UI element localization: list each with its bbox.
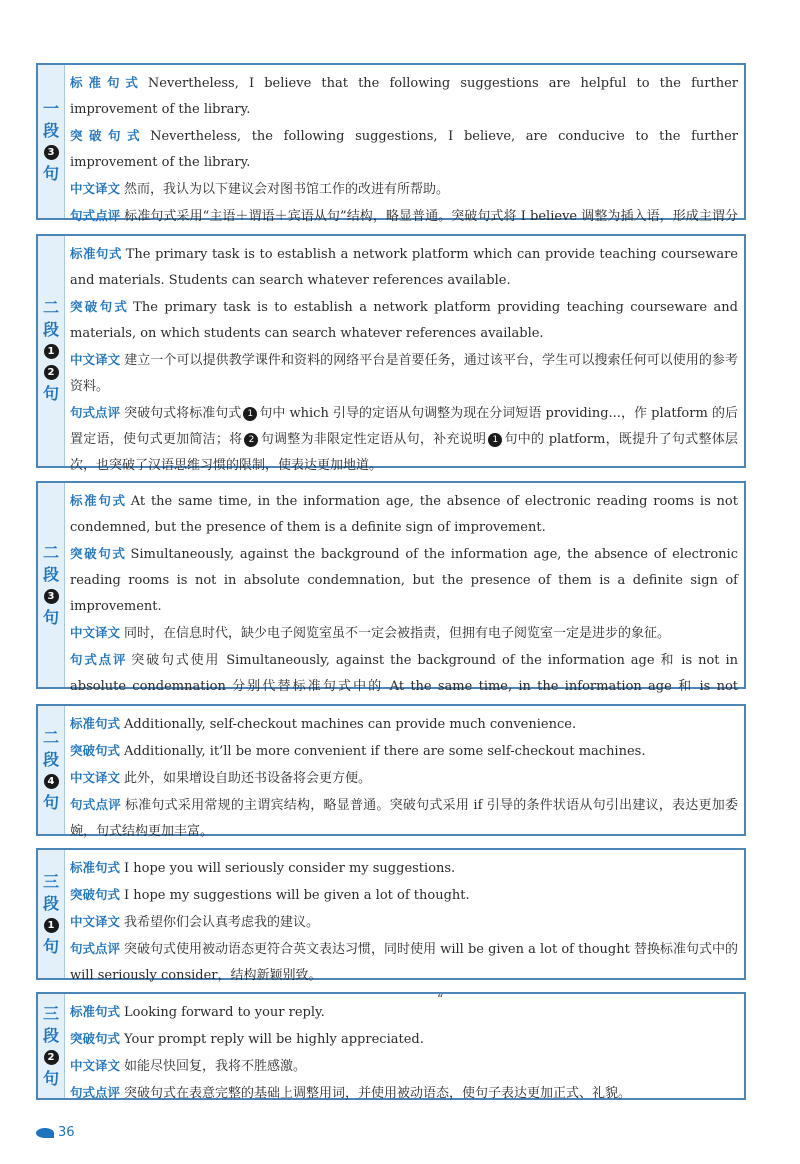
block-tab bbox=[38, 850, 65, 978]
comment-row bbox=[70, 400, 738, 479]
translation-text: 此外，如果增设自助还书设备将会更方便。 bbox=[124, 771, 372, 786]
breakthrough-text: Simultaneously, against the background of the information age, the absence of electronic reading rooms is not in absolute condemnation, but the presence of them is a definite sign of improvement. bbox=[70, 547, 738, 614]
block-content bbox=[64, 236, 744, 485]
stray-quote-mark: “ bbox=[437, 992, 444, 1006]
book-logo-icon bbox=[36, 1128, 54, 1138]
tab-number: 1 bbox=[44, 918, 59, 933]
tab-char: 句 bbox=[42, 384, 59, 403]
breakthrough-text: Your prompt reply will be highly appreciated. bbox=[124, 1032, 424, 1047]
translation-text: 建立一个可以提供教学课件和资料的网络平台是首要任务，通过该平台，学生可以搜索任何可以使用的参考资料。 bbox=[70, 353, 738, 394]
translation-row bbox=[70, 765, 738, 792]
standard-label: 标准句式 bbox=[70, 1004, 121, 1019]
tab-char: 二 bbox=[42, 727, 59, 747]
comment-label: 句式点评 bbox=[70, 652, 128, 667]
comment-text: 句中的 platform，既提升了句式整体层次，也突破了汉语思维习惯的限制，使表达更加地道。 bbox=[70, 432, 738, 473]
sentence-block-4 bbox=[36, 704, 746, 839]
block-tab bbox=[38, 994, 65, 1098]
comment-row bbox=[70, 936, 738, 989]
comment-text: 突破句式在表意完整的基础上调整用词，并使用被动语态，使句子表达更加正式、礼貌。 bbox=[124, 1086, 632, 1101]
breakthrough-text: Additionally, it’ll be more convenient if there are some self-checkout machines. bbox=[124, 744, 646, 759]
standard-label: 标准句式 bbox=[70, 246, 122, 261]
tab-number: 1 bbox=[44, 344, 59, 359]
comment-text: 标准句式采用“主语＋谓语＋宾语从句”结构，略显普通。突破句式将 I believe 调整为插入语，形成主谓分 bbox=[124, 209, 738, 224]
page-number: 36 bbox=[58, 1125, 75, 1140]
breakthrough-label: 突破句式 bbox=[70, 887, 121, 902]
tab-char: 二 bbox=[42, 298, 59, 317]
block-tab bbox=[38, 65, 65, 218]
comment-text: 句调整为非限定性定语从句，补充说明 bbox=[260, 432, 487, 447]
tab-char: 句 bbox=[42, 936, 59, 956]
standard-row bbox=[70, 70, 738, 123]
block-tab bbox=[38, 236, 65, 466]
breakthrough-label: 突破句式 bbox=[70, 1031, 121, 1046]
translation-label: 中文译文 bbox=[70, 914, 121, 929]
standard-text: I hope you will seriously consider my suggestions. bbox=[124, 861, 456, 876]
translation-text: 如能尽快回复，我将不胜感激。 bbox=[124, 1059, 307, 1074]
standard-text: Additionally, self-checkout machines can provide much convenience. bbox=[124, 717, 577, 732]
sentence-number-badge: 1 bbox=[488, 433, 502, 447]
tab-char: 句 bbox=[42, 1068, 59, 1088]
translation-label: 中文译文 bbox=[70, 770, 121, 785]
tab-number: 3 bbox=[44, 589, 59, 604]
block-content bbox=[64, 850, 744, 995]
tab-number: 2 bbox=[44, 365, 59, 380]
block-tab bbox=[38, 706, 65, 834]
comment-row bbox=[70, 792, 738, 845]
breakthrough-text: Nevertheless, the following suggestions, I believe, are conducive to the further improvement of the library. bbox=[70, 129, 738, 170]
block-content bbox=[64, 706, 744, 851]
standard-row bbox=[70, 241, 738, 294]
tab-char: 句 bbox=[42, 164, 59, 183]
tab-number: 4 bbox=[44, 774, 59, 789]
breakthrough-label: 突破句式 bbox=[70, 743, 121, 758]
standard-text: The primary task is to establish a network platform which can provide teaching courseware and materials. Students can search whatever references available. bbox=[70, 247, 738, 288]
standard-label: 标准句式 bbox=[70, 75, 144, 90]
tab-char: 段 bbox=[42, 1025, 59, 1045]
tab-char: 段 bbox=[42, 320, 59, 339]
tab-number: 2 bbox=[44, 1050, 59, 1065]
translation-label: 中文译文 bbox=[70, 352, 121, 367]
block-tab bbox=[38, 483, 65, 687]
comment-text: 标准句式采用常规的主谓宾结构，略显普通。突破句式采用 if 引导的条件状语从句引出建议，表达更加委婉，句式结构更加丰富。 bbox=[70, 798, 738, 839]
comment-label: 句式点评 bbox=[70, 941, 121, 956]
sentence-number-badge: 2 bbox=[244, 433, 258, 447]
breakthrough-row bbox=[70, 294, 738, 347]
block-content bbox=[64, 483, 744, 732]
sentence-block-3 bbox=[36, 481, 746, 694]
comment-text: 突破句式使用 Simultaneously, against the background of the information age 和 is not in absolute condemnation 分别代替标准句式中的 At the same time, in the information age 和 is not bbox=[70, 653, 738, 694]
tab-char: 段 bbox=[42, 749, 59, 769]
tab-number: 3 bbox=[44, 145, 59, 160]
sentence-block-6 bbox=[36, 992, 746, 1100]
tab-char: 段 bbox=[42, 893, 59, 913]
breakthrough-row bbox=[70, 738, 738, 765]
standard-text: At the same time, in the information age, the absence of electronic reading rooms is not condemned, but the presence of them is a definite sign of improvement. bbox=[70, 494, 738, 535]
comment-text: 突破句式将标准句式 bbox=[124, 406, 242, 421]
translation-label: 中文译文 bbox=[70, 181, 121, 196]
translation-row bbox=[70, 909, 738, 936]
standard-row bbox=[70, 999, 738, 1026]
comment-text: 突破句式使用被动语态更符合英文表达习惯，同时使用 will be given a lot of thought 替换标准句式中的 will seriously consider，结构新颖别致。 bbox=[70, 942, 738, 983]
sentence-block-1 bbox=[36, 63, 746, 224]
standard-text: Looking forward to your reply. bbox=[124, 1005, 325, 1020]
sentence-block-5 bbox=[36, 848, 746, 983]
breakthrough-row bbox=[70, 882, 738, 909]
breakthrough-label: 突破句式 bbox=[70, 546, 127, 561]
tab-char: 段 bbox=[42, 564, 59, 584]
breakthrough-row bbox=[70, 541, 738, 620]
tab-char: 三 bbox=[42, 1003, 59, 1023]
translation-row bbox=[70, 347, 738, 400]
standard-row bbox=[70, 711, 738, 738]
tab-char: 三 bbox=[42, 871, 59, 891]
breakthrough-text: The primary task is to establish a network platform providing teaching courseware and materials, on which students can search whatever references available. bbox=[70, 300, 738, 341]
translation-text: 然而，我认为以下建议会对图书馆工作的改进有所帮助。 bbox=[124, 182, 450, 197]
breakthrough-text: I hope my suggestions will be given a lot of thought. bbox=[124, 888, 470, 903]
breakthrough-row bbox=[70, 1026, 738, 1053]
tab-char: 句 bbox=[42, 607, 59, 627]
translation-row bbox=[70, 1053, 738, 1080]
breakthrough-label: 突破句式 bbox=[70, 299, 130, 314]
standard-label: 标准句式 bbox=[70, 493, 127, 508]
translation-text: 我希望你们会认真考虑我的建议。 bbox=[124, 915, 320, 930]
standard-label: 标准句式 bbox=[70, 860, 121, 875]
page-footer bbox=[36, 1125, 75, 1140]
tab-char: 段 bbox=[42, 121, 59, 140]
standard-text: Nevertheless, I believe that the following suggestions are helpful to the further improvement of the library. bbox=[70, 76, 738, 117]
comment-text: 句中 which 引导的定语从句调整为现在分词短语 providing...，作 platform 的后置定语，使句式更加简洁；将 bbox=[70, 406, 738, 447]
sentence-number-badge: 1 bbox=[243, 407, 257, 421]
comment-row bbox=[70, 1080, 738, 1107]
comment-label: 句式点评 bbox=[70, 405, 121, 420]
comment-label: 句式点评 bbox=[70, 1085, 121, 1100]
breakthrough-row bbox=[70, 123, 738, 176]
block-content bbox=[64, 994, 744, 1113]
translation-row bbox=[70, 620, 738, 647]
translation-text: 同时，在信息时代，缺少电子阅览室虽不一定会被指责，但拥有电子阅览室一定是进步的象征。 bbox=[124, 626, 671, 641]
tab-char: 句 bbox=[42, 792, 59, 812]
translation-row bbox=[70, 176, 738, 203]
standard-row bbox=[70, 855, 738, 882]
tab-char: 二 bbox=[42, 542, 59, 562]
sentence-block-2 bbox=[36, 234, 746, 473]
comment-label: 句式点评 bbox=[70, 208, 121, 223]
tab-char: 一 bbox=[42, 99, 59, 118]
comment-label: 句式点评 bbox=[70, 797, 121, 812]
translation-label: 中文译文 bbox=[70, 625, 121, 640]
standard-label: 标准句式 bbox=[70, 716, 121, 731]
translation-label: 中文译文 bbox=[70, 1058, 121, 1073]
breakthrough-label: 突破句式 bbox=[70, 128, 147, 143]
standard-row bbox=[70, 488, 738, 541]
